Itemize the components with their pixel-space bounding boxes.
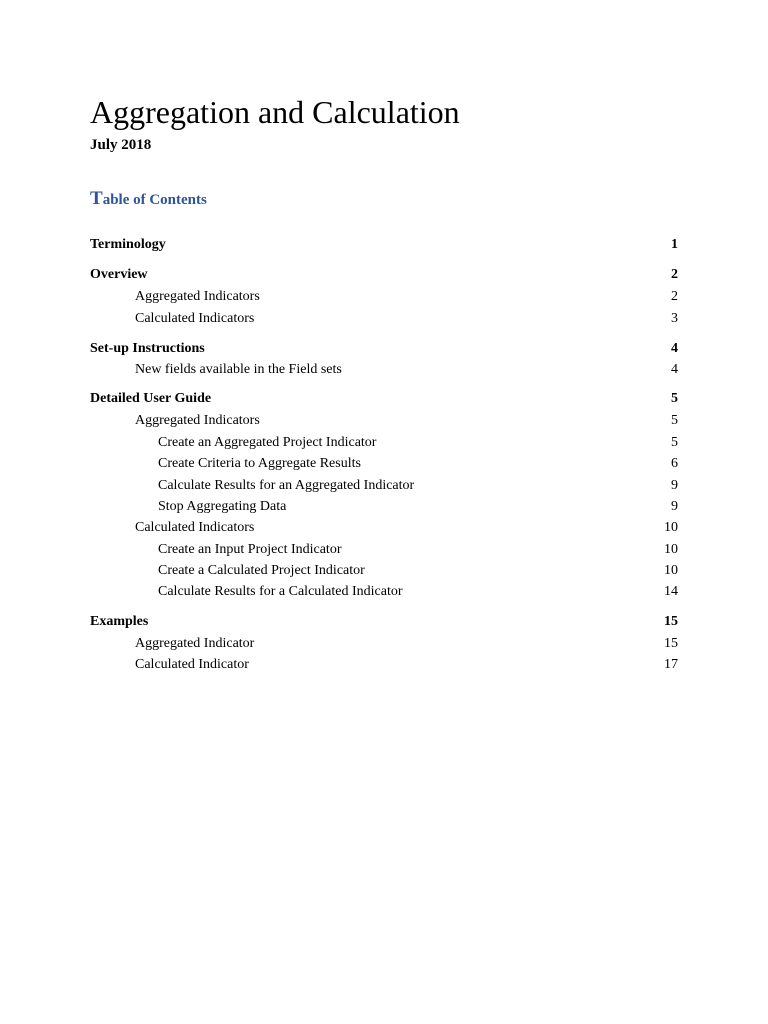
- toc-entry-page: 15: [664, 614, 678, 629]
- toc-entry-page: 4: [671, 362, 678, 377]
- toc-entry-overview-aggregated-indicators[interactable]: [90, 286, 680, 308]
- toc-entry-page: 1: [671, 237, 678, 252]
- toc-entry-page: 5: [671, 413, 678, 428]
- toc-entry-calculate-results-aggregated[interactable]: [90, 475, 680, 497]
- toc-entry-page: 10: [664, 520, 678, 535]
- toc-entry-label: Create an Aggregated Project Indicator: [158, 435, 377, 450]
- toc-entry-label: Set-up Instructions: [90, 341, 205, 356]
- toc-entry-label: Calculate Results for an Aggregated Indicator: [158, 478, 415, 493]
- toc-entry-create-calculated-project-indicator[interactable]: [90, 560, 680, 582]
- toc-entry-label: Create an Input Project Indicator: [158, 542, 342, 557]
- toc-entry-page: 10: [664, 542, 678, 557]
- toc-entry-overview-calculated-indicators[interactable]: [90, 308, 680, 330]
- toc-entry-terminology[interactable]: [90, 234, 680, 256]
- toc-entry-label: Create Criteria to Aggregate Results: [158, 456, 361, 471]
- toc-entry-page: 2: [671, 267, 678, 282]
- toc-entry-example-calculated-indicator[interactable]: [90, 654, 680, 676]
- toc-heading: [90, 187, 207, 212]
- toc-entry-label: Create a Calculated Project Indicator: [158, 563, 365, 578]
- toc-entry-label: Calculated Indicator: [135, 657, 249, 672]
- toc-entry-label: Aggregated Indicators: [135, 289, 260, 304]
- toc-entry-setup-instructions[interactable]: [90, 338, 680, 360]
- toc-entry-label: Stop Aggregating Data: [158, 499, 287, 514]
- toc-entry-example-aggregated-indicator[interactable]: [90, 633, 680, 655]
- toc-entry-page: 9: [671, 499, 678, 514]
- toc-entry-create-aggregated-project-indicator[interactable]: [90, 432, 680, 454]
- toc-heading-initial: T: [90, 188, 103, 209]
- toc-entry-create-input-project-indicator[interactable]: [90, 539, 680, 561]
- toc-entry-label: Calculated Indicators: [135, 520, 255, 535]
- toc-entry-calculate-results-calculated[interactable]: [90, 581, 680, 603]
- document-date: July 2018: [90, 137, 152, 153]
- toc-entry-label: New fields available in the Field sets: [135, 362, 342, 377]
- toc-entry-guide-calculated-indicators[interactable]: [90, 517, 680, 539]
- toc-entry-examples[interactable]: [90, 611, 680, 633]
- toc-entry-page: 17: [664, 657, 678, 672]
- toc-entry-page: 3: [671, 311, 678, 326]
- toc-entry-detailed-user-guide[interactable]: [90, 388, 680, 410]
- document-title: Aggregation and Calculation: [90, 94, 460, 130]
- toc-entry-page: 6: [671, 456, 678, 471]
- toc-entry-label: Calculated Indicators: [135, 311, 255, 326]
- toc-entry-create-criteria[interactable]: [90, 453, 680, 475]
- toc-entry-label: Examples: [90, 614, 149, 629]
- toc-entry-guide-aggregated-indicators[interactable]: [90, 410, 680, 432]
- toc-entry-page: 15: [664, 636, 678, 651]
- toc-entry-label: Calculate Results for a Calculated Indicator: [158, 584, 403, 599]
- toc-entry-page: 10: [664, 563, 678, 578]
- toc-entry-overview[interactable]: [90, 264, 680, 286]
- toc-entry-label: Aggregated Indicators: [135, 413, 260, 428]
- toc-entry-label: Aggregated Indicator: [135, 636, 255, 651]
- toc-entry-new-fields[interactable]: [90, 359, 680, 381]
- toc-entry-label: Terminology: [90, 237, 166, 252]
- toc-entry-page: 5: [671, 435, 678, 450]
- toc-entry-stop-aggregating[interactable]: [90, 496, 680, 518]
- toc-entry-page: 5: [671, 391, 678, 406]
- toc-entry-page: 4: [671, 341, 678, 356]
- toc-entry-label: Detailed User Guide: [90, 391, 212, 406]
- toc-entry-page: 2: [671, 289, 678, 304]
- toc-heading-rest: able of Contents: [102, 192, 207, 208]
- toc-entry-page: 9: [671, 478, 678, 493]
- toc-entry-label: Overview: [90, 267, 148, 282]
- toc-entry-page: 14: [664, 584, 678, 599]
